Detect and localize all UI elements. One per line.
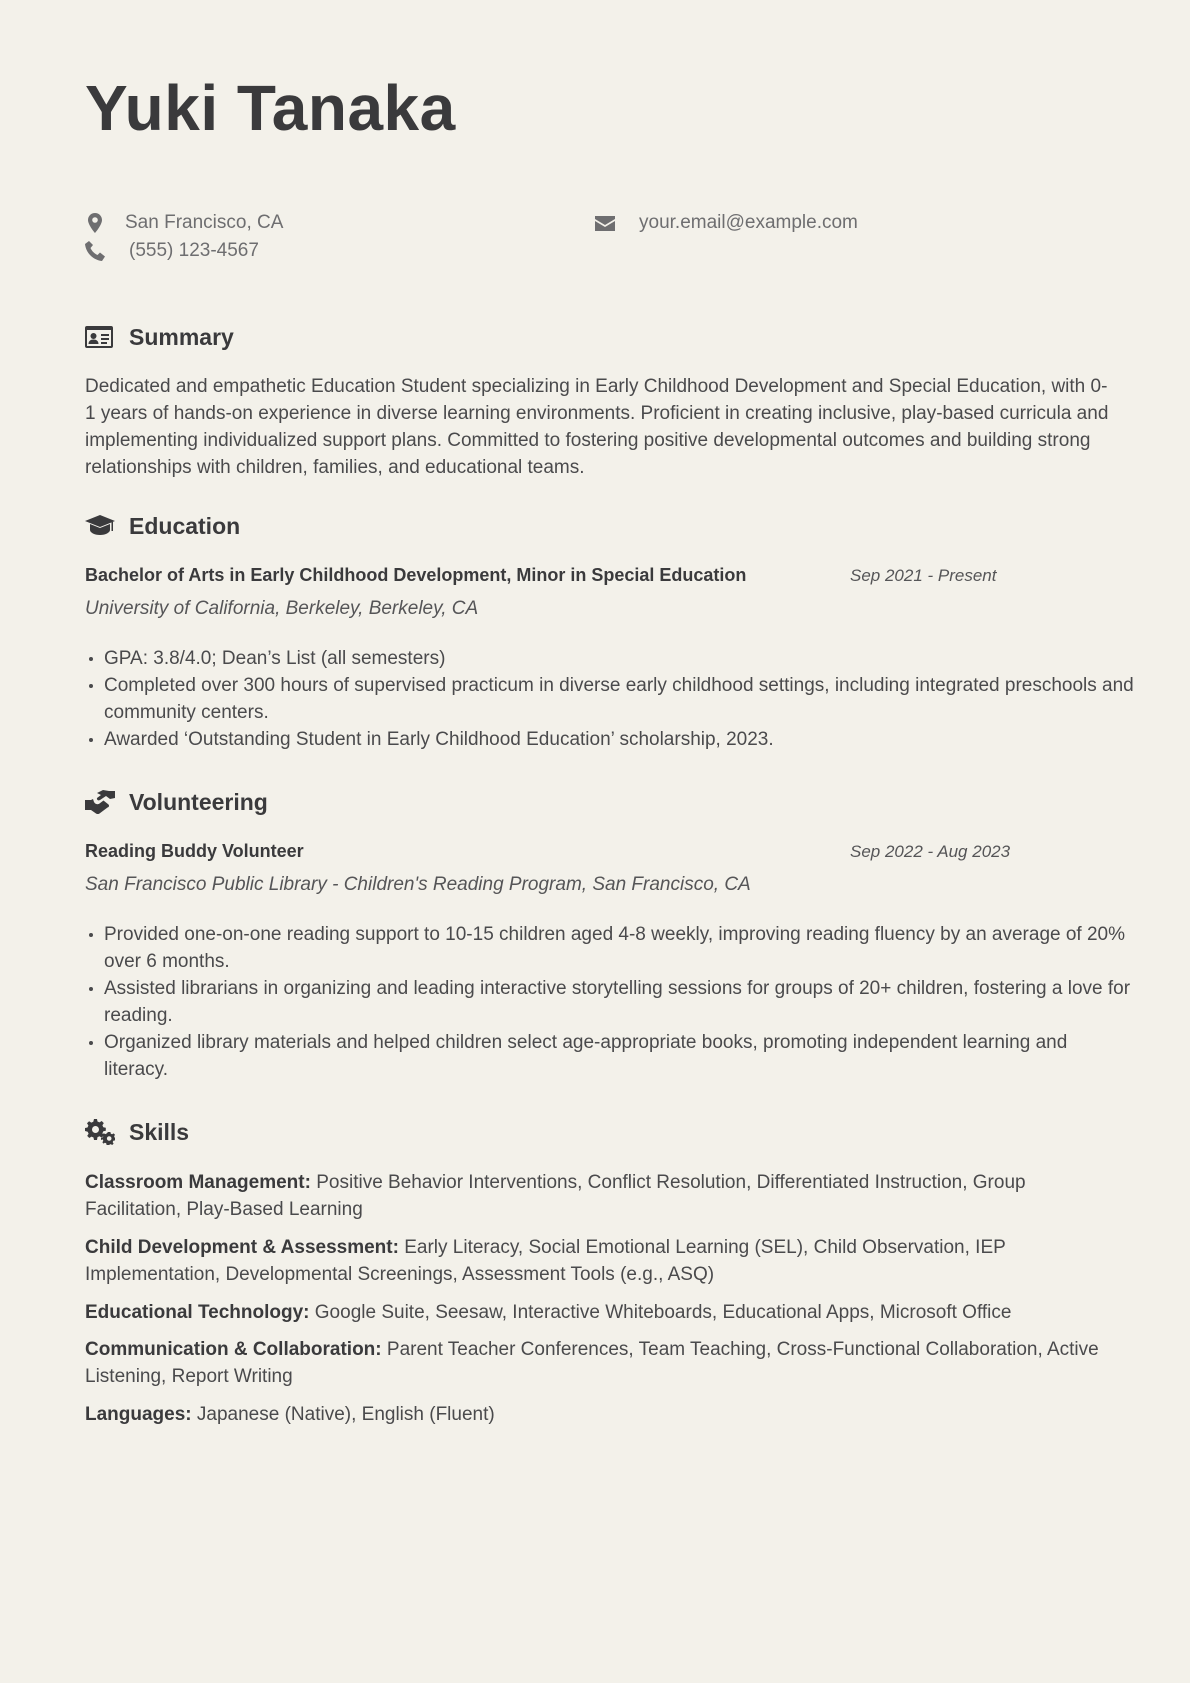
education-heading xyxy=(85,511,240,541)
education-title: Education xyxy=(129,512,241,539)
skill-value: Positive Behavior Interventions, Conflict Resolution, Differentiated Instruction, Group Facilitation, Play-Based Learning xyxy=(85,1172,1026,1220)
skills-title: Skills xyxy=(129,1118,190,1145)
role-title: Reading Buddy Volunteer xyxy=(85,841,304,861)
id-card-icon xyxy=(85,324,115,350)
skill-label: Languages: xyxy=(85,1404,192,1425)
contact-location xyxy=(85,210,283,236)
contact-email[interactable] xyxy=(595,210,858,236)
contact-phone[interactable] xyxy=(85,238,259,264)
email-text[interactable]: your.email@example.com xyxy=(639,212,858,233)
skill-communication xyxy=(85,1336,1115,1390)
cogs-icon xyxy=(85,1119,115,1145)
summary-title: Summary xyxy=(129,323,234,350)
phone-icon xyxy=(85,240,105,262)
list-item: Awarded ‘Outstanding Student in Early Childhood Education’ scholarship, 2023. xyxy=(104,726,1134,753)
envelope-icon xyxy=(595,212,615,234)
volunteering-bullets xyxy=(85,921,1134,1083)
skill-languages xyxy=(85,1401,1115,1428)
skill-value: Google Suite, Seesaw, Interactive Whiteboards, Educational Apps, Microsoft Office xyxy=(314,1302,1012,1323)
skills-heading xyxy=(85,1117,189,1147)
skill-label: Educational Technology: xyxy=(85,1302,310,1323)
list-item: GPA: 3.8/4.0; Dean’s List (all semesters) xyxy=(104,645,1134,672)
institution-name: University of California, Berkeley, Berkeley, CA xyxy=(85,598,479,619)
skill-label: Child Development & Assessment: xyxy=(85,1237,399,1258)
location-text: San Francisco, CA xyxy=(125,212,284,233)
education-bullets xyxy=(85,645,1134,753)
volunteering-heading xyxy=(85,787,268,817)
list-item: Assisted librarians in organizing and leading interactive storytelling sessions for groups of 20+ children, fostering a love for reading. xyxy=(104,975,1134,1029)
hands-helping-icon xyxy=(85,789,115,815)
summary-text: Dedicated and empathetic Education Student specializing in Early Childhood Development and Special Education, with 0-1 years of hands-on experience in diverse learning environments. Proficient in creating inclusive, play-based curricula and implementing individualized support plans. Committed to fostering positive developmental outcomes and building strong relationships with children, families, and educational teams. xyxy=(85,376,1109,478)
volunteering-date: Sep 2022 - Aug 2023 xyxy=(850,842,1011,861)
skill-label: Communication & Collaboration: xyxy=(85,1339,382,1360)
map-marker-icon xyxy=(85,212,105,234)
skill-value: Japanese (Native), English (Fluent) xyxy=(196,1404,495,1425)
summary-heading xyxy=(85,322,234,352)
degree-title: Bachelor of Arts in Early Childhood Development, Minor in Special Education xyxy=(85,565,747,585)
phone-text[interactable]: (555) 123-4567 xyxy=(129,240,259,261)
skill-value: Early Literacy, Social Emotional Learning (SEL), Child Observation, IEP Implementation, Developmental Screenings, Assessment Tools (e.g., ASQ) xyxy=(85,1237,1006,1285)
volunteering-title: Volunteering xyxy=(129,788,268,815)
list-item: Completed over 300 hours of supervised practicum in diverse early childhood settings, including integrated preschools and community centers. xyxy=(104,672,1134,726)
candidate-name: Yuki Tanaka xyxy=(85,72,456,144)
organization-name: San Francisco Public Library - Children's Reading Program, San Francisco, CA xyxy=(85,874,751,895)
skill-value: Parent Teacher Conferences, Team Teaching, Cross-Functional Collaboration, Active Listening, Report Writing xyxy=(85,1339,1099,1387)
graduation-cap-icon xyxy=(85,513,115,539)
list-item: Organized library materials and helped children select age-appropriate books, promoting independent learning and literacy. xyxy=(104,1029,1134,1083)
skill-educational-technology xyxy=(85,1299,1115,1326)
contact-info xyxy=(85,210,1115,270)
list-item: Provided one-on-one reading support to 10-15 children aged 4-8 weekly, improving reading fluency by an average of 20% over 6 months. xyxy=(104,921,1134,975)
education-date: Sep 2021 - Present xyxy=(850,566,997,585)
skill-label: Classroom Management: xyxy=(85,1172,311,1193)
skill-classroom-management xyxy=(85,1169,1115,1223)
skill-child-development xyxy=(85,1234,1115,1288)
